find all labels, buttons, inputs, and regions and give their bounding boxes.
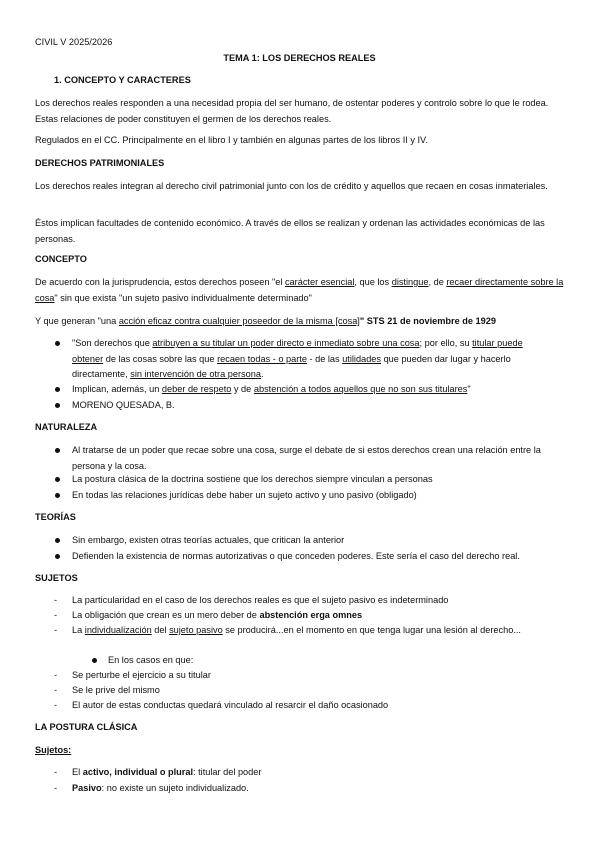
list-item: El autor de estas conductas quedará vinculado al resarcir el daño ocasionado <box>72 700 389 710</box>
list-item: El activo, individual o plural: titular del poder <box>72 767 262 777</box>
list-item: Defienden la existencia de normas autorizativas o que conceden poderes. Este sería el caso del derecho real. <box>72 549 552 565</box>
section-heading: 1. CONCEPTO Y CARACTERES <box>54 75 191 85</box>
page-title: TEMA 1: LOS DERECHOS REALES <box>223 53 376 63</box>
list-item: Al tratarse de un poder que recae sobre una cosa, surge el debate de si estos derechos crean una relación entre la persona y la cosa. <box>72 443 552 474</box>
list-item: Sin embargo, existen otras teorías actuales, que critican la anterior <box>72 533 552 549</box>
dash-marker: - <box>54 700 58 710</box>
paragraph-concepto: De acuerdo con la jurisprudencia, estos derechos poseen "el carácter esencial, que los distingue, de recaer directamente sobre la cosa" sin que exista "un sujeto pasivo individualmente determinado" <box>35 277 564 303</box>
heading-naturaleza: NATURALEZA <box>35 422 98 432</box>
list-item: Pasivo: no existe un sujeto individualizado. <box>72 783 249 793</box>
list-item: MORENO QUESADA, B. <box>72 398 552 414</box>
list-item: La obligación que crean es un mero deber de abstención erga omnes <box>72 610 363 620</box>
list-item: Se le prive del mismo <box>72 685 160 695</box>
list-item: La particularidad en el caso de los derechos reales es que el sujeto pasivo es indeterminado <box>72 595 449 605</box>
heading-patrimoniales: DERECHOS PATRIMONIALES <box>35 158 165 168</box>
dash-marker: - <box>54 625 58 635</box>
list-item: En todas las relaciones jurídicas debe haber un sujeto activo y uno pasivo (obligado) <box>72 488 552 504</box>
nested-list-item: En los casos en que: <box>108 653 193 669</box>
dash-marker: - <box>54 783 58 793</box>
document-header: CIVIL V 2025/2026 <box>35 37 113 47</box>
list-item: La individualización del sujeto pasivo se producirá...en el momento en que tenga lugar una lesión al derecho... <box>72 625 521 635</box>
paragraph-patrimoniales: Los derechos reales integran al derecho civil patrimonial junto con los de crédito y aquellos que recaen en cosas inmateriales. <box>35 181 548 191</box>
list-item: "Son derechos que atribuyen a su titular un poder directo e inmediato sobre una cosa; por ello, su titular puede obtener de las cosas sobre las que recaen todas - o parte - de las utilidades que pueden dar lugar y hacerlo directamente, sin intervención de otra persona. <box>72 336 552 383</box>
dash-marker: - <box>54 767 58 777</box>
list-item: Se perturbe el ejercicio a su titular <box>72 670 211 680</box>
list-item: Implican, además, un deber de respeto y de abstención a todos aquellos que no son sus titulares" <box>72 382 552 398</box>
paragraph-generan: Y que generan "una acción eficaz contra cualquier poseedor de la misma [cosa]" STS 21 de noviembre de 1929 <box>35 316 496 326</box>
heading-sujetos: SUJETOS <box>35 573 78 583</box>
heading-concepto: CONCEPTO <box>35 254 87 264</box>
heading-teorias: TEORÍAS <box>35 512 76 522</box>
heading-postura-clasica: LA POSTURA CLÁSICA <box>35 722 138 732</box>
list-item: La postura clásica de la doctrina sostiene que los derechos siempre vinculan a personas <box>72 472 552 488</box>
dash-marker: - <box>54 685 58 695</box>
paragraph-intro: Los derechos reales responden a una necesidad propia del ser humano, de ostentar poderes y controlo sobre lo que le rodea. Estas relaciones de poder constituyen el germen de los derechos reales. <box>35 98 549 124</box>
subheading-sujetos: Sujetos: <box>35 745 72 755</box>
dash-marker: - <box>54 595 58 605</box>
dash-marker: - <box>54 670 58 680</box>
paragraph-economico: Éstos implican facultades de contenido económico. A través de ellos se realizan y ordenan las actividades económicas de las personas. <box>35 218 545 244</box>
dash-marker: - <box>54 610 58 620</box>
paragraph-regulation: Regulados en el CC. Principalmente en el libro I y también en algunas partes de los libros II y IV. <box>35 135 428 145</box>
